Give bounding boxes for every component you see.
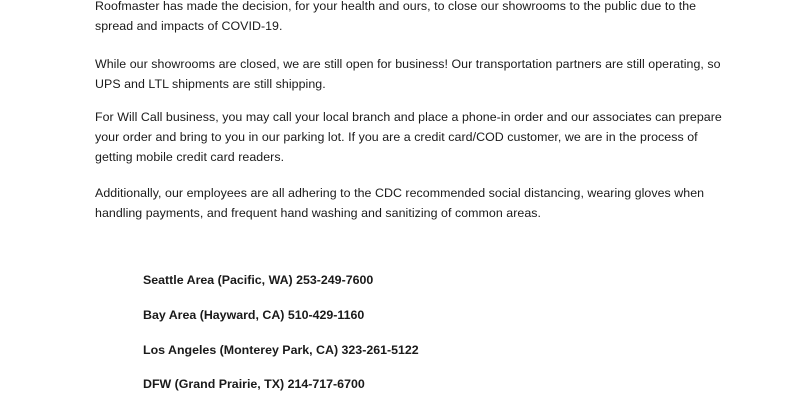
branch-los-angeles: Los Angeles (Monterey Park, CA) 323-261-5122 [143, 343, 419, 357]
branch-dfw: DFW (Grand Prairie, TX) 214-717-6700 [143, 377, 365, 391]
paragraph-safety-measures: Additionally, our employees are all adhering to the CDC recommended social distancing, wearing gloves when handling payments, and frequent hand washing and sanitizing of common areas. [95, 186, 705, 220]
branch-seattle: Seattle Area (Pacific, WA) 253-249-7600 [143, 273, 374, 287]
paragraph-will-call: For Will Call business, you may call your local branch and place a phone-in order and our associates can prepare your order and bring to you in our parking lot. If you are a credit card/COD customer, we are in the process of getting mobile credit card readers. [95, 110, 722, 164]
branch-bay-area: Bay Area (Hayward, CA) 510-429-1160 [143, 308, 365, 322]
paragraph-closure-notice: Roofmaster has made the decision, for your health and ours, to close our showrooms to the public due to the spread and impacts of COVID-19. [95, 0, 697, 33]
paragraph-still-open: While our showrooms are closed, we are still open for business! Our transportation partners are still operating, so UPS and LTL shipments are still shipping. [95, 57, 721, 91]
